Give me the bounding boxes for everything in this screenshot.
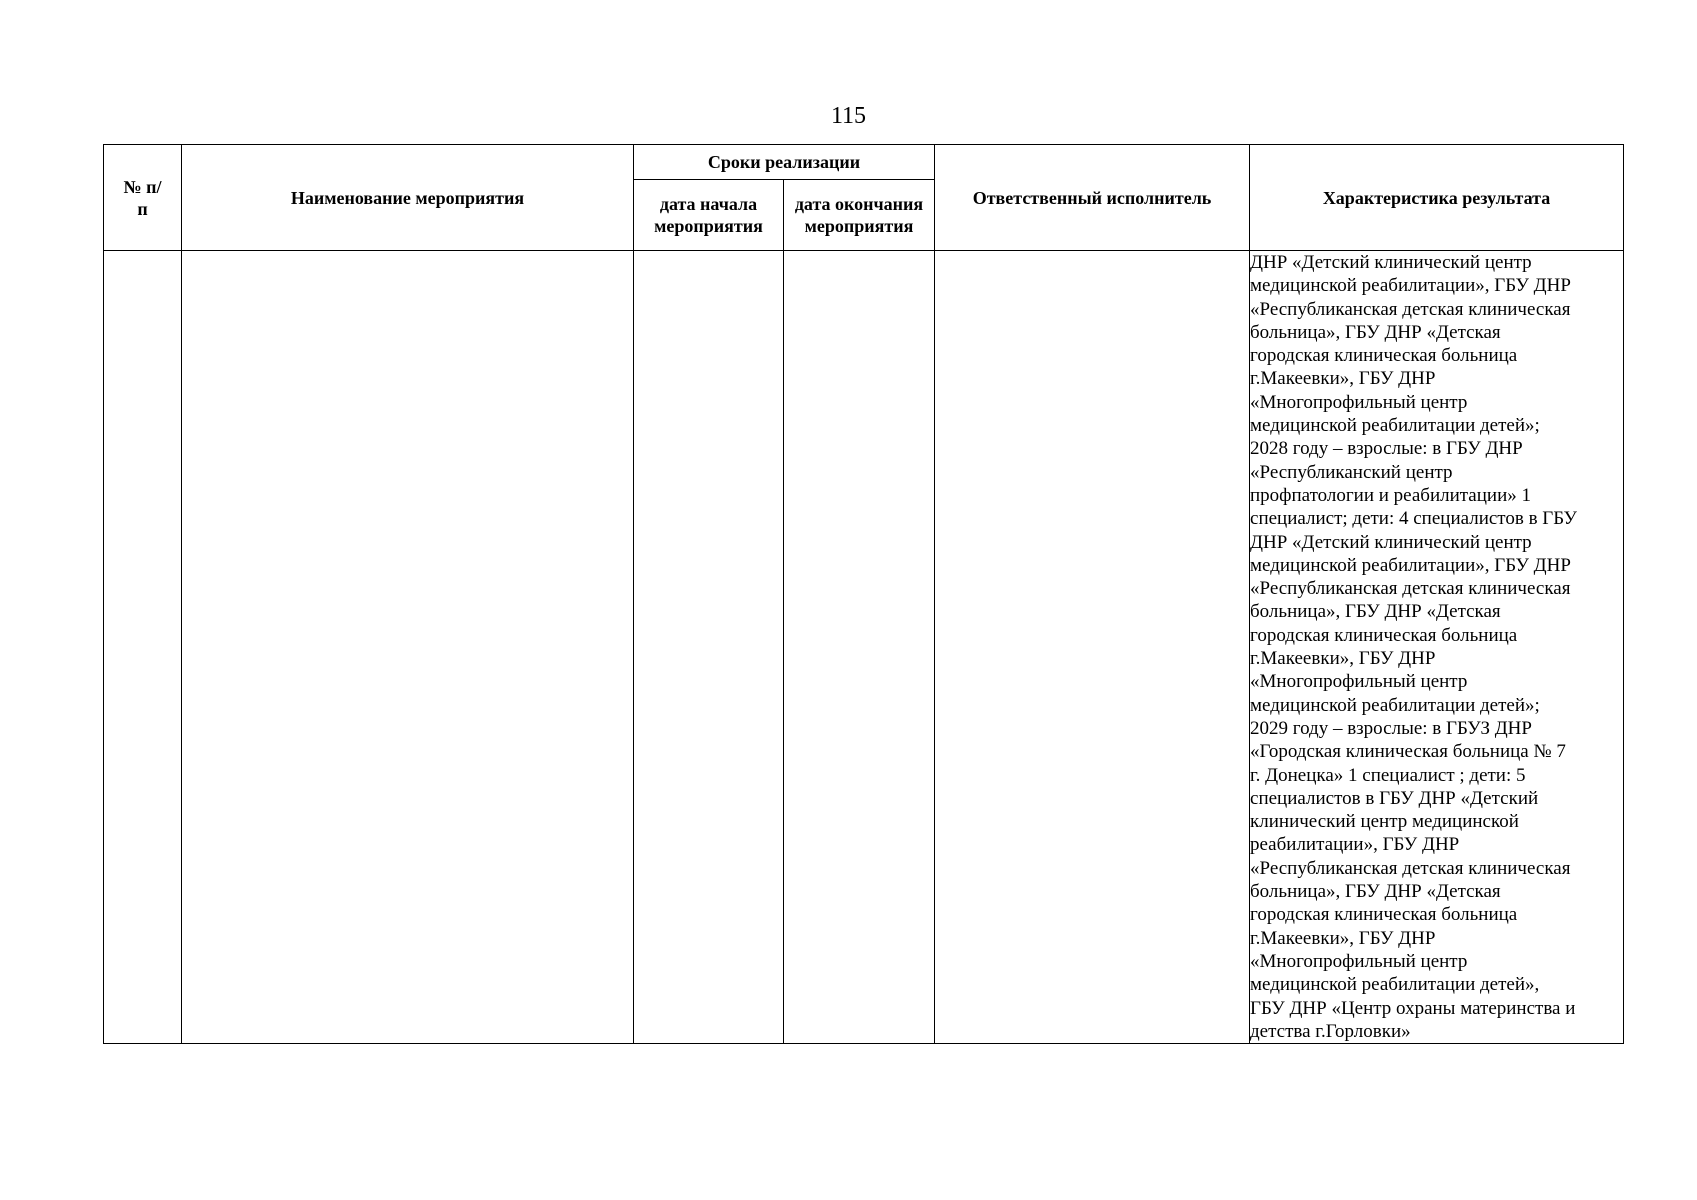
result-text-line: медицинской реабилитации», ГБУ ДНР [1250, 275, 1571, 297]
cell-number [104, 251, 182, 1044]
result-text-line: специалист; дети: 4 специалистов в ГБУ [1250, 508, 1577, 530]
table-header-row [104, 145, 1624, 180]
result-text-line: «Республиканская детская клиническая [1250, 857, 1571, 879]
result-text-line: 2029 году – взрослые: в ГБУЗ ДНР [1250, 717, 1532, 739]
result-text-line: «Республиканская детская клиническая [1250, 298, 1571, 320]
result-text-line: «Многопрофильный центр [1250, 671, 1468, 693]
page-number: 115 [830, 103, 867, 129]
result-text-line: городская клиническая больница [1250, 345, 1518, 367]
header-name: Наименование мероприятия [182, 145, 634, 251]
header-result: Характеристика результата [1250, 145, 1624, 251]
cell-name [182, 251, 634, 1044]
header-number-label: № п/п [123, 176, 162, 219]
result-text-line: профпатологии и реабилитации» 1 [1250, 484, 1531, 506]
result-text-line: ДНР «Детский клинический центр [1250, 531, 1532, 553]
result-text-line: реабилитации», ГБУ ДНР [1250, 834, 1460, 856]
result-text-line: ДНР «Детский клинический центр [1250, 252, 1532, 273]
result-text-line: «Городская клиническая больница № 7 [1250, 741, 1566, 763]
header-end-date [784, 180, 935, 251]
header-executor: Ответственный исполнитель [935, 145, 1250, 251]
result-text-line: детства г.Горловки» [1250, 1020, 1411, 1042]
result-text-line: специалистов в ГБУ ДНР «Детский [1250, 787, 1539, 809]
header-period: Сроки реализации [634, 145, 935, 180]
result-text-line: клинический центр медицинской [1250, 811, 1519, 833]
measures-table [103, 144, 1624, 1044]
result-text-line: медицинской реабилитации детей», [1250, 974, 1540, 996]
result-text-line: «Республиканская детская клиническая [1250, 578, 1571, 600]
result-text-line: медицинской реабилитации детей»; [1250, 415, 1540, 437]
result-text-line: городская клиническая больница [1250, 904, 1518, 926]
table-row [104, 251, 1624, 1044]
result-text-line: «Многопрофильный центр [1250, 391, 1468, 413]
result-text-line: городская клиническая больница [1250, 624, 1518, 646]
header-end-date-label: дата окончания мероприятия [794, 194, 924, 236]
result-text-line: больница», ГБУ ДНР «Детская [1250, 881, 1501, 903]
cell-result [1250, 251, 1624, 1044]
result-text-line: г. Донецка» 1 специалист ; дети: 5 [1250, 764, 1526, 786]
result-text-line: больница», ГБУ ДНР «Детская [1250, 321, 1501, 343]
result-text-line: больница», ГБУ ДНР «Детская [1250, 601, 1501, 623]
result-text-line: «Многопрофильный центр [1250, 950, 1468, 972]
header-start-date [634, 180, 784, 251]
result-text-line: медицинской реабилитации детей»; [1250, 694, 1540, 716]
result-text-line: медицинской реабилитации», ГБУ ДНР [1250, 554, 1571, 576]
cell-executor [935, 251, 1250, 1044]
cell-end-date [784, 251, 935, 1044]
result-text-line: г.Макеевки», ГБУ ДНР [1250, 927, 1436, 949]
result-text-line: ГБУ ДНР «Центр охраны материнства и [1250, 997, 1576, 1019]
header-start-date-label: дата начала мероприятия [654, 194, 763, 236]
result-text-line: «Республиканский центр [1250, 461, 1453, 483]
result-text-line: г.Макеевки», ГБУ ДНР [1250, 368, 1436, 390]
result-text-line: г.Макеевки», ГБУ ДНР [1250, 648, 1436, 670]
result-text-line: 2028 году – взрослые: в ГБУ ДНР [1250, 438, 1523, 460]
cell-start-date [634, 251, 784, 1044]
header-number [104, 145, 182, 251]
